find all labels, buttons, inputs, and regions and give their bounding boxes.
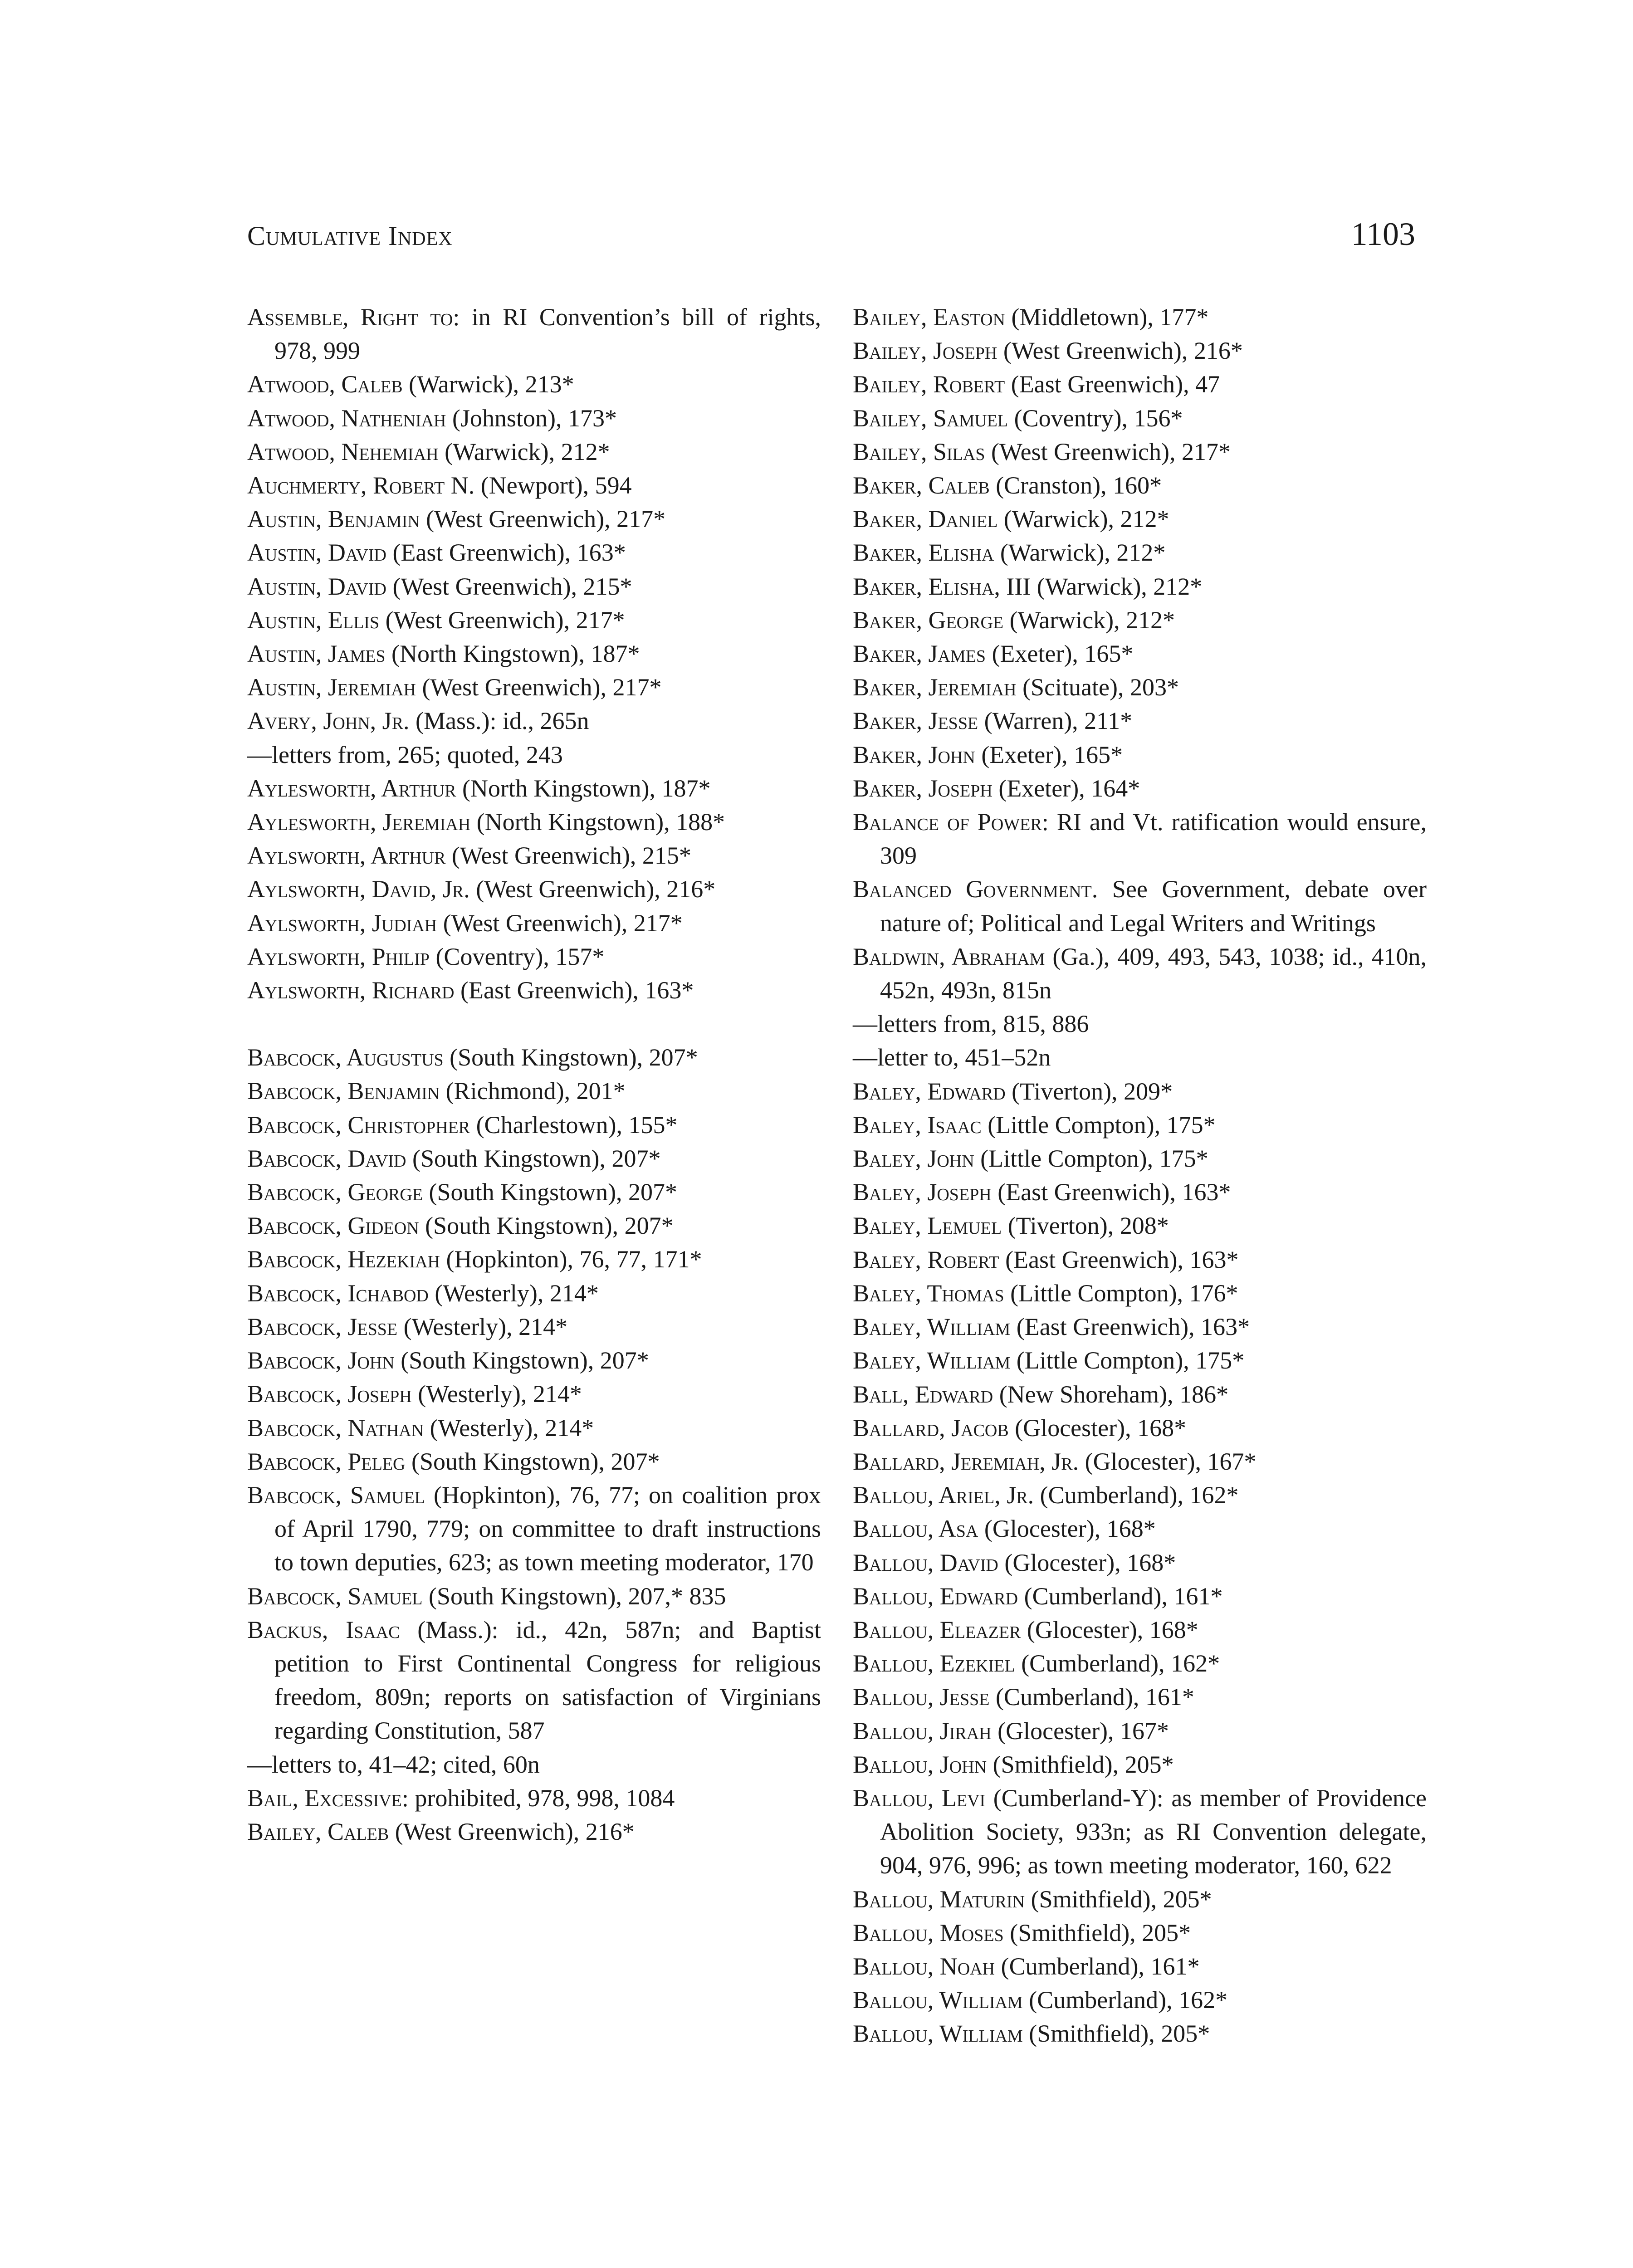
entry-headword: Baker, George xyxy=(853,606,1004,634)
entry-headword: Babcock, Peleg xyxy=(247,1447,406,1475)
entry-text: (North Kingstown), 188* xyxy=(470,808,725,836)
entry-text: (Ga.), 409, 493, 543, 1038; id., 410n, 452n, 493n, 815n xyxy=(880,943,1427,1004)
entry-text: (Little Compton), 176* xyxy=(1004,1279,1238,1307)
entry-text: (Westerly), 214* xyxy=(411,1380,582,1408)
entry-text: (Little Compton), 175* xyxy=(1010,1347,1245,1374)
index-entry xyxy=(247,872,821,906)
entry-headword: Ballou, John xyxy=(853,1750,987,1778)
entry-headword: Babcock, Christopher xyxy=(247,1111,470,1139)
index-entry xyxy=(853,469,1427,502)
entry-text: (Warren), 211* xyxy=(978,707,1133,735)
entry-text: (Little Compton), 175* xyxy=(981,1111,1216,1139)
entry-headword: Baker, Daniel xyxy=(853,505,998,533)
entry-text: (Smithfield), 205* xyxy=(1025,1885,1212,1913)
index-entry xyxy=(853,435,1427,469)
index-entry xyxy=(247,1411,821,1445)
entry-text: (Cumberland), 161* xyxy=(995,1952,1200,1980)
entry-headword: Baley, Thomas xyxy=(853,1279,1004,1307)
entry-text: (Glocester), 168* xyxy=(1021,1616,1198,1643)
entry-headword: Baley, Isaac xyxy=(853,1111,982,1139)
entry-text: (Cumberland), 161* xyxy=(989,1683,1194,1711)
entry-headword: Aylsworth, Richard xyxy=(247,977,455,1004)
index-entry xyxy=(853,1512,1427,1545)
entry-headword: Baker, John xyxy=(853,741,975,768)
entry-headword: Ballou, Ezekiel xyxy=(853,1650,1015,1677)
index-column-right xyxy=(853,300,1427,2051)
entry-text: (Westerly), 214* xyxy=(397,1313,568,1340)
entry-headword: Ballou, Eleazer xyxy=(853,1616,1021,1643)
index-entry xyxy=(247,401,821,435)
index-entry xyxy=(247,704,821,738)
entry-headword: Baley, Edward xyxy=(853,1077,1006,1105)
entry-headword: Baker, Elisha, III xyxy=(853,572,1031,600)
entry-text: (Tiverton), 209* xyxy=(1005,1077,1173,1105)
entry-text: —letters from, 265; quoted, 243 xyxy=(247,741,563,768)
entry-headword: Babcock, David xyxy=(247,1144,406,1172)
entry-text: (East Greenwich), 163* xyxy=(454,977,694,1004)
entry-headword: Baker, Joseph xyxy=(853,774,993,802)
index-entry xyxy=(853,637,1427,670)
entry-text: (West Greenwich), 217* xyxy=(379,606,625,634)
index-entry xyxy=(247,1242,821,1276)
entry-text: (West Greenwich), 216* xyxy=(997,337,1243,365)
entry-headword: Babcock, Augustus xyxy=(247,1044,444,1071)
entry-headword: Austin, David xyxy=(247,539,386,567)
index-entry xyxy=(247,1815,821,1848)
index-entry xyxy=(247,839,821,872)
entry-headword: Baley, William xyxy=(853,1347,1011,1374)
entry-text: (Coventry), 156* xyxy=(1008,404,1183,432)
entry-text: (South Kingstown), 207* xyxy=(419,1212,674,1240)
index-entry xyxy=(853,772,1427,805)
entry-text: (Exeter), 164* xyxy=(992,774,1140,802)
index-entry xyxy=(853,1445,1427,1478)
entry-text: N. (Newport), 594 xyxy=(445,472,632,499)
entry-headword: Baker, Jeremiah xyxy=(853,674,1017,701)
entry-text: (East Greenwich), 163* xyxy=(386,539,626,567)
index-entry xyxy=(247,367,821,401)
index-entry xyxy=(853,704,1427,738)
entry-text: (New Shoreham), 186* xyxy=(993,1380,1229,1408)
index-entry xyxy=(853,940,1427,1007)
entry-text: —letter to, 451–52n xyxy=(853,1044,1051,1071)
entry-text: (Cumberland), 162* xyxy=(1022,1986,1228,2014)
index-entry xyxy=(853,1714,1427,1748)
index-subentry xyxy=(853,1007,1427,1041)
index-entry xyxy=(853,1882,1427,1916)
index-entry xyxy=(853,1546,1427,1579)
entry-headword: Baker, Caleb xyxy=(853,472,990,499)
index-entry xyxy=(853,1950,1427,1983)
entry-headword: Baley, Joseph xyxy=(853,1178,992,1206)
index-entry xyxy=(853,502,1427,536)
entry-headword: Babcock, Samuel xyxy=(247,1481,425,1509)
index-entry xyxy=(853,1647,1427,1680)
entry-headword: Ballou, Edward xyxy=(853,1582,1018,1610)
index-entry xyxy=(247,940,821,973)
index-entry xyxy=(853,1680,1427,1714)
index-entry xyxy=(247,1175,821,1209)
entry-text: (East Greenwich), 163* xyxy=(999,1246,1239,1273)
index-entry xyxy=(247,1142,821,1175)
index-entry xyxy=(853,1108,1427,1142)
entry-text: (Warwick), 212* xyxy=(994,539,1166,567)
entry-text: (Johnston), 173* xyxy=(446,404,617,432)
entry-text: (Richmond), 201* xyxy=(440,1077,626,1105)
index-entry xyxy=(853,536,1427,569)
entry-text: . See Government, debate over nature of; Political and Legal Writers and Writings xyxy=(880,875,1427,937)
entry-text: (Cumberland), 162* xyxy=(1034,1481,1239,1509)
entry-headword: Babcock, John xyxy=(247,1347,395,1374)
index-entry xyxy=(853,1243,1427,1276)
entry-text: (West Greenwich), 217* xyxy=(416,674,662,701)
entry-headword: Ballou, Moses xyxy=(853,1919,1004,1946)
entry-text: (Cranston), 160* xyxy=(989,472,1162,499)
page-number: 1103 xyxy=(1351,216,1415,252)
entry-text: (Cumberland), 161* xyxy=(1018,1582,1223,1610)
entry-text: (Charlestown), 155* xyxy=(470,1111,678,1139)
entry-text: (Warwick), 212* xyxy=(1003,606,1175,634)
index-entry xyxy=(853,1310,1427,1344)
index-entry xyxy=(247,1613,821,1748)
entry-text: : in RI Convention’s bill of rights, 978, 999 xyxy=(274,303,821,365)
entry-text: (Glocester), 168* xyxy=(1008,1414,1187,1442)
index-entry xyxy=(853,334,1427,367)
entry-headword: Ballou, William xyxy=(853,2020,1023,2048)
page-header xyxy=(247,215,1415,253)
index-entry xyxy=(247,973,821,1007)
entry-headword: Austin, Ellis xyxy=(247,606,380,634)
entry-headword: Bailey, Easton xyxy=(853,303,1005,331)
entry-headword: Ball, Edward xyxy=(853,1380,993,1408)
entry-headword: Bailey, Joseph xyxy=(853,337,997,365)
entry-headword: Ballou, Noah xyxy=(853,1952,995,1980)
entry-text: (Mass.): id., 42n, 587n; and Baptist petition to First Continental Congress for religious freedom, 809n; reports on satisfaction of Virginians regarding Constitution, 587 xyxy=(274,1616,821,1745)
entry-text: (Exeter), 165* xyxy=(986,640,1134,668)
entry-text: : prohibited, 978, 998, 1084 xyxy=(401,1784,675,1812)
index-entry xyxy=(853,367,1427,401)
entry-headword: Austin, Jeremiah xyxy=(247,674,416,701)
entry-text: (South Kingstown), 207* xyxy=(394,1347,649,1374)
entry-headword: Austin, David xyxy=(247,572,386,600)
index-entry xyxy=(247,1310,821,1344)
entry-headword: Bailey, Caleb xyxy=(247,1818,389,1845)
entry-text: (Warwick), 212* xyxy=(438,438,610,465)
entry-headword: Austin, Benjamin xyxy=(247,505,420,533)
index-subentry xyxy=(853,1041,1427,1074)
index-entry xyxy=(247,637,821,670)
index-entry xyxy=(247,805,821,839)
entry-text: —letters from, 815, 886 xyxy=(853,1010,1089,1038)
index-entry xyxy=(247,502,821,536)
index-entry xyxy=(853,1378,1427,1411)
index-entry xyxy=(247,670,821,704)
index-entry xyxy=(247,772,821,805)
entry-headword: Avery, John, Jr. xyxy=(247,707,410,735)
entry-headword: Babcock, Nathan xyxy=(247,1414,424,1442)
index-entry xyxy=(853,1209,1427,1242)
entry-headword: Balanced Government xyxy=(853,875,1092,903)
index-entry xyxy=(247,300,821,367)
index-entry xyxy=(853,872,1427,939)
entry-text: (West Greenwich), 215* xyxy=(386,572,632,600)
index-entry xyxy=(247,1108,821,1142)
index-entry xyxy=(853,1478,1427,1512)
entry-headword: Aylsworth, Judiah xyxy=(247,909,437,937)
entry-text: (Exeter), 165* xyxy=(975,741,1123,768)
index-entry xyxy=(247,469,821,502)
entry-text: (Tiverton), 208* xyxy=(1002,1212,1169,1240)
index-entry xyxy=(853,738,1427,772)
index-entry xyxy=(853,1579,1427,1613)
entry-headword: Babcock, Gideon xyxy=(247,1212,419,1240)
entry-headword: Bailey, Robert xyxy=(853,371,1005,398)
entry-headword: Ballou, Jesse xyxy=(853,1683,990,1711)
index-entry xyxy=(247,1445,821,1478)
entry-headword: Baley, Robert xyxy=(853,1246,999,1273)
entry-text: (Hopkinton), 76, 77, 171* xyxy=(440,1246,702,1273)
entry-headword: Aylesworth, Arthur xyxy=(247,774,456,802)
index-entry xyxy=(853,603,1427,637)
index-entry xyxy=(247,1781,821,1815)
entry-headword: Baker, James xyxy=(853,640,986,668)
index-entry xyxy=(853,1411,1427,1445)
index-entry xyxy=(247,1041,821,1074)
running-head: Cumulative Index xyxy=(247,221,453,251)
index-entry xyxy=(247,1478,821,1579)
entry-text: (Cumberland), 162* xyxy=(1015,1650,1220,1677)
entry-headword: Balance of Power xyxy=(853,808,1042,836)
index-entry xyxy=(853,1781,1427,1882)
index-entry xyxy=(853,1276,1427,1310)
entry-text: (West Greenwich), 216* xyxy=(389,1818,635,1845)
entry-text: (South Kingstown), 207* xyxy=(405,1447,660,1475)
index-entry xyxy=(853,2017,1427,2050)
entry-headword: Baker, Elisha xyxy=(853,539,994,567)
entry-text: (West Greenwich), 216* xyxy=(469,875,716,903)
entry-headword: Aylsworth, Arthur xyxy=(247,842,446,870)
entry-headword: Atwood, Nehemiah xyxy=(247,438,439,465)
entry-headword: Ballou, Maturin xyxy=(853,1885,1025,1913)
entry-text: (Glocester), 167* xyxy=(991,1717,1169,1745)
index-entry xyxy=(853,401,1427,435)
entry-text: (East Greenwich), 163* xyxy=(1010,1313,1250,1341)
entry-text: (West Greenwich), 215* xyxy=(445,842,691,870)
entry-headword: Atwood, Caleb xyxy=(247,371,403,398)
entry-headword: Ballou, David xyxy=(853,1549,998,1576)
entry-text: (East Greenwich), 47 xyxy=(1005,371,1220,398)
entry-text: (North Kingstown), 187* xyxy=(456,774,711,802)
entry-headword: Baley, Lemuel xyxy=(853,1212,1002,1240)
index-subentry xyxy=(247,738,821,772)
entry-text: (Mass.): id., 265n xyxy=(409,707,589,735)
entry-text: (East Greenwich), 163* xyxy=(991,1178,1231,1206)
index-entry xyxy=(853,1748,1427,1781)
index-entry xyxy=(853,1075,1427,1108)
entry-headword: Bail, Excessive xyxy=(247,1784,402,1812)
index-entry xyxy=(247,1579,821,1613)
entry-headword: Ballou, Levi xyxy=(853,1784,986,1812)
entry-text: —letters to, 41–42; cited, 60n xyxy=(247,1750,540,1778)
entry-headword: Aylsworth, Philip xyxy=(247,943,430,970)
entry-text: (West Greenwich), 217* xyxy=(985,438,1231,465)
entry-headword: Baley, John xyxy=(853,1145,974,1173)
entry-text: (West Greenwich), 217* xyxy=(420,505,666,533)
entry-headword: Baley, William xyxy=(853,1313,1011,1341)
entry-text: (Glocester), 167* xyxy=(1079,1447,1257,1475)
entry-text: (Warwick), 213* xyxy=(402,371,574,398)
entry-headword: Babcock, Benjamin xyxy=(247,1077,440,1105)
entry-headword: Ballou, Ariel, Jr. xyxy=(853,1481,1034,1509)
entry-headword: Ballou, William xyxy=(853,1986,1023,2014)
entry-text: (South Kingstown), 207,* 835 xyxy=(422,1582,726,1610)
index-subentry xyxy=(247,1748,821,1781)
index-entry xyxy=(247,570,821,603)
entry-text: : RI and Vt. ratification would ensure, 309 xyxy=(880,808,1427,870)
entry-text: (Little Compton), 175* xyxy=(974,1145,1208,1173)
entry-headword: Babcock, Jesse xyxy=(247,1313,398,1340)
entry-headword: Ballard, Jacob xyxy=(853,1414,1009,1442)
index-entry xyxy=(247,603,821,637)
entry-text: (South Kingstown), 207* xyxy=(423,1178,678,1206)
entry-headword: Baker, Jesse xyxy=(853,707,978,735)
entry-text: (Cumberland-Y): as member of Providence Abolition Society, 933n; as RI Convention delegate, 904, 976, 996; as town meeting moderator, 160, 622 xyxy=(880,1784,1427,1879)
entry-headword: Backus, Isaac xyxy=(247,1616,400,1643)
entry-text: (Smithfield), 205* xyxy=(1022,2020,1210,2048)
index-entry xyxy=(853,1916,1427,1950)
entry-headword: Ballou, Asa xyxy=(853,1515,978,1543)
index-entry xyxy=(247,1074,821,1108)
entry-headword: Babcock, Ichabod xyxy=(247,1279,429,1307)
index-entry xyxy=(247,906,821,940)
entry-text: (Warwick), 212* xyxy=(1031,572,1203,600)
entry-headword: Auchmerty, Robert xyxy=(247,472,445,499)
index-column-left xyxy=(247,300,821,1848)
entry-text: (Westerly), 214* xyxy=(424,1414,594,1442)
entry-text: (Glocester), 168* xyxy=(998,1549,1176,1576)
index-entry xyxy=(853,570,1427,603)
index-entry xyxy=(853,670,1427,704)
index-entry xyxy=(247,1209,821,1242)
entry-text: (Westerly), 214* xyxy=(428,1279,599,1307)
entry-headword: Aylesworth, Jeremiah xyxy=(247,808,471,836)
entry-headword: Babcock, Joseph xyxy=(247,1380,412,1408)
entry-text: (South Kingstown), 207* xyxy=(443,1044,698,1071)
index-entry xyxy=(247,1377,821,1411)
index-entry xyxy=(853,1613,1427,1647)
index-entry xyxy=(853,805,1427,872)
entry-headword: Bailey, Silas xyxy=(853,438,985,465)
entry-text: (Hopkinton), 76, 77; on coalition prox of April 1790, 779; on committee to draft instructions to town deputies, 623; as town meeting moderator, 170 xyxy=(274,1481,821,1576)
entry-text: (Glocester), 168* xyxy=(978,1515,1156,1543)
index-entry xyxy=(247,536,821,569)
entry-headword: Aylsworth, David, Jr. xyxy=(247,875,470,903)
index-entry xyxy=(853,1344,1427,1377)
entry-headword: Austin, James xyxy=(247,640,386,668)
index-entry xyxy=(247,1344,821,1377)
entry-headword: Babcock, Samuel xyxy=(247,1582,423,1610)
entry-text: (West Greenwich), 217* xyxy=(437,909,683,937)
entry-headword: Ballard, Jeremiah, Jr. xyxy=(853,1447,1079,1475)
index-entry xyxy=(247,1276,821,1310)
entry-headword: Atwood, Natheniah xyxy=(247,404,446,432)
entry-headword: Assemble, Right to xyxy=(247,303,453,331)
index-entry xyxy=(853,1142,1427,1175)
entry-headword: Bailey, Samuel xyxy=(853,404,1008,432)
entry-headword: Babcock, George xyxy=(247,1178,423,1206)
entry-text: (Warwick), 212* xyxy=(997,505,1169,533)
entry-text: (South Kingstown), 207* xyxy=(406,1144,661,1172)
entry-text: (Coventry), 157* xyxy=(429,943,605,970)
entry-headword: Ballou, Jirah xyxy=(853,1717,992,1745)
index-entry xyxy=(853,300,1427,334)
entry-text: (Scituate), 203* xyxy=(1016,674,1179,701)
index-entry xyxy=(853,1983,1427,2017)
entry-text: (Smithfield), 205* xyxy=(1003,1919,1191,1946)
entry-text: (Smithfield), 205* xyxy=(987,1750,1174,1778)
entry-text: (North Kingstown), 187* xyxy=(385,640,640,668)
entry-headword: Baldwin, Abraham xyxy=(853,943,1045,970)
index-entry xyxy=(247,435,821,469)
index-entry xyxy=(853,1175,1427,1209)
entry-headword: Babcock, Hezekiah xyxy=(247,1246,440,1273)
entry-text: (Middletown), 177* xyxy=(1005,303,1209,331)
